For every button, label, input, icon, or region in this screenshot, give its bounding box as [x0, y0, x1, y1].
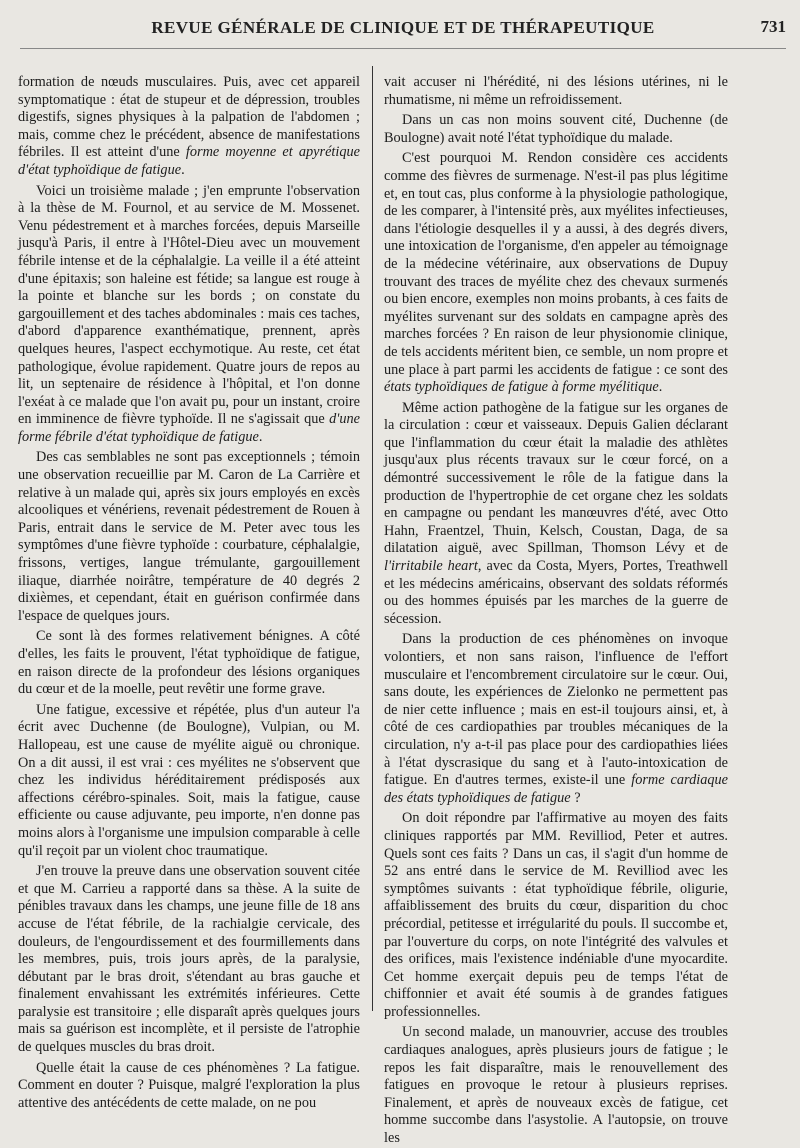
paragraph: Dans un cas non moins souvent cité, Duchenne (de Boulogne) avait noté l'état typhoïdique du malade.	[384, 112, 728, 146]
running-title: REVUE GÉNÉRALE DE CLINIQUE ET DE THÉRAPEUTIQUE	[151, 18, 655, 37]
paragraph: vait accuser ni l'hérédité, ni des lésions utérines, ni le rhumatisme, ni même un refroidissement.	[384, 74, 728, 108]
header-rule	[20, 48, 786, 49]
paragraph: formation de nœuds musculaires. Puis, avec cet appareil symptomatique : état de stupeur et de dépression, troubles digestifs, signes physiques à la palpation de l'abdomen ; mais, comme chez le précédent, absence de manifestations fébriles. Il est atteint d'une forme moyenne et apyrétique d'état typhoïdique de fatigue.	[18, 74, 360, 178]
paragraph: C'est pourquoi M. Rendon considère ces accidents comme des fièvres de surmenage. N'est-il pas plus légitime et, en tout cas, plus conforme à la physiologie pathologique, de les comparer, à l'intensité près, aux myélites infectieuses, dans l'étiologie desquelles il y a aussi, à des degrés divers, une intoxication de l'organisme, d'en appeler au témoignage de la médecine vétérinaire, aux observations de Dupuy trouvant des traces de myélite chez des chevaux surmenés ou bien encore, exemples non moins probants, à ces faits de myélites survenant sur des soldats en campagne après des marches forcées ? En raison de leur physionomie clinique, de tels accidents méritent bien, ce semble, un nom propre et une place à part parmi les accidents de fatigue : ce sont des états typhoïdiques de fatigue à forme myélitique.	[384, 150, 728, 396]
column-divider	[372, 66, 373, 1011]
paragraph: On doit répondre par l'affirmative au moyen des faits cliniques rapportés par MM. Revilliod, Peter et autres. Quels sont ces faits ? Dans un cas, il s'agit d'un homme de 52 ans entré dans le service de M. Revilliod avec les symptômes suivants : état typhoïdique fébrile, oligurie, affaiblissement des bruits du cœur, disparition du choc précordial, petitesse et irrégularité du pouls. Il succombe et, par l'ouverture du corps, on note l'intégrité des valvules et des orifices, mais l'existence indéniable d'une myocardite. Cet homme exerçait depuis peu de temps l'état de chiffonnier et avait été soumis à de grandes fatigues professionnelles.	[384, 810, 728, 1020]
paragraph: Une fatigue, excessive et répétée, plus d'un auteur l'a écrit avec Duchenne (de Boulogne), Vulpian, ou M. Hallopeau, est une cause de myélite aiguë ou chronique. On a dit aussi, il est vrai : ces myélites ne s'observent que chez les individus héréditairement prédisposés aux affections cérébro-spinales. Soit, mais la fatigue, cause efficiente ou cause adjuvante, peu importe, n'en donne pas moins alors à l'organisme une impulsion comparable à celle qu'il reçoit par un violent choc traumatique.	[18, 701, 360, 859]
left-column	[18, 74, 360, 1111]
paragraph: Voici un troisième malade ; j'en emprunte l'observation à la thèse de M. Fournol, et au service de M. Mossenet. Venu pédestrement et à marches forcées, depuis Marseille jusqu'à Paris, il entre à l'Hôtel-Dieu avec un mouvement fébrile intense et de la céphalalgie. La veille il a été atteint d'une épitaxis; son haleine est fétide; sa langue est rouge à la pointe et blanche sur les bords ; on constate du gargouillement et des taches abdominales : mais ces taches, d'abord d'apparence exanthématique, prennent, après quelques heures, l'aspect ecchymotique. Au reste, cet état pathologique, évolue rapidement. Quatre jours de repos au lit, un septenaire de résidence à l'hôpital, et l'on donne l'exéat à ce malade que l'on avait pu, pour un instant, croire en imminence de fièvre typhoïde. Il ne s'agissait que d'une forme fébrile d'état typhoïdique de fatigue.	[18, 182, 360, 445]
paragraph: Ce sont là des formes relativement bénignes. A côté d'elles, les faits le prouvent, l'état typhoïdique de fatigue, en raison directe de la profondeur des lésions organiques du cœur et de la moelle, peut revêtir une forme grave.	[18, 628, 360, 698]
paragraph: Un second malade, un manouvrier, accuse des troubles cardiaques analogues, après plusieurs jours de fatigue ; le repos les fait disparaître, mais le renouvellement des fatigues en provoque le retour à plusieurs reprises. Finalement, et après de nouveaux excès de fatigue, cet homme succombe dans l'asystolie. A l'autopsie, on trouve les	[384, 1024, 728, 1147]
paragraph: J'en trouve la preuve dans une observation souvent citée et que M. Carrieu a rapporté dans sa thèse. A la suite de pénibles travaux dans les champs, une jeune fille de 18 ans accuse de l'état fébrile, de la rachialgie cervicale, des douleurs, de l'engourdissement et des fourmillements dans les membres, puis, trois jours après, de la paralysie, débutant par le bras droit, s'étendant au bras gauche et finalement envahissant les extrémités inférieures. Cette paralysie est transitoire ; elle disparaît après quelques jours mais sa guérison est incomplète, et il persiste de l'atrophie de quelques muscles du bras droit.	[18, 863, 360, 1056]
paragraph: Même action pathogène de la fatigue sur les organes de la circulation : cœur et vaisseaux. Depuis Galien déclarant que l'inflammation du cœur était la maladie des athlètes jusqu'aux plus récents travaux sur le cœur forcé, on a démontré successivement le rôle de la fatigue dans la production de l'hypertrophie de cet organe chez les soldats en campagne ou pendant les manœuvres d'été, avec Otto Hahn, Fraentzel, Thuin, Kelsch, Coustan, Daga, de sa dilatation aiguë, avec Spillman, Thomson Lévy et de l'irritabile heart, avec da Costa, Myers, Portes, Treathwell et les médecins américains, observant des soldats réformés ou des hommes épuisés par les marches de la guerre de sécession.	[384, 399, 729, 627]
right-column	[384, 74, 729, 1147]
page-number: 731	[760, 17, 786, 36]
paragraph: Dans la production de ces phénomènes on invoque volontiers, et non sans raison, l'influence de l'effort musculaire et l'encombrement circulatoire sur le cœur. Oui, sans doute, les expériences de Zielonko ne permettent pas de nier cette influence ; mais en est-il toujours ainsi, et, à côté de ces cardiopathies par troubles mécaniques de la circulation, n'y a-t-il pas place pour des cardiopathies liées à l'état dyscrasique du sang et à l'auto-intoxication de fatigue. En d'autres termes, existe-il une forme cardiaque des états typhoïdiques de fatigue ?	[384, 631, 728, 806]
paragraph: Des cas semblables ne sont pas exceptionnels ; témoin une observation recueillie par M. Caron de La Carrière et relative à un malade qui, après six jours employés en excès alcooliques et vénériens, revenait pédestrement de Rouen à Paris, entrait dans le service de M. Peter avec tous les symptômes d'une fièvre typhoïde : courbature, céphalalgie, frissons, vertiges, langue trémulante, gargouillement iliaque, diarrhée noirâtre, température de 40 degrés 2 dixièmes, et cependant, était en guérison confirmée dans l'espace de quelques jours.	[18, 449, 360, 624]
page-header	[20, 12, 786, 52]
paragraph: Quelle était la cause de ces phénomènes ? La fatigue. Comment en douter ? Puisque, malgré l'exploration la plus attentive des antécédents de cette malade, on ne pou	[18, 1059, 360, 1111]
